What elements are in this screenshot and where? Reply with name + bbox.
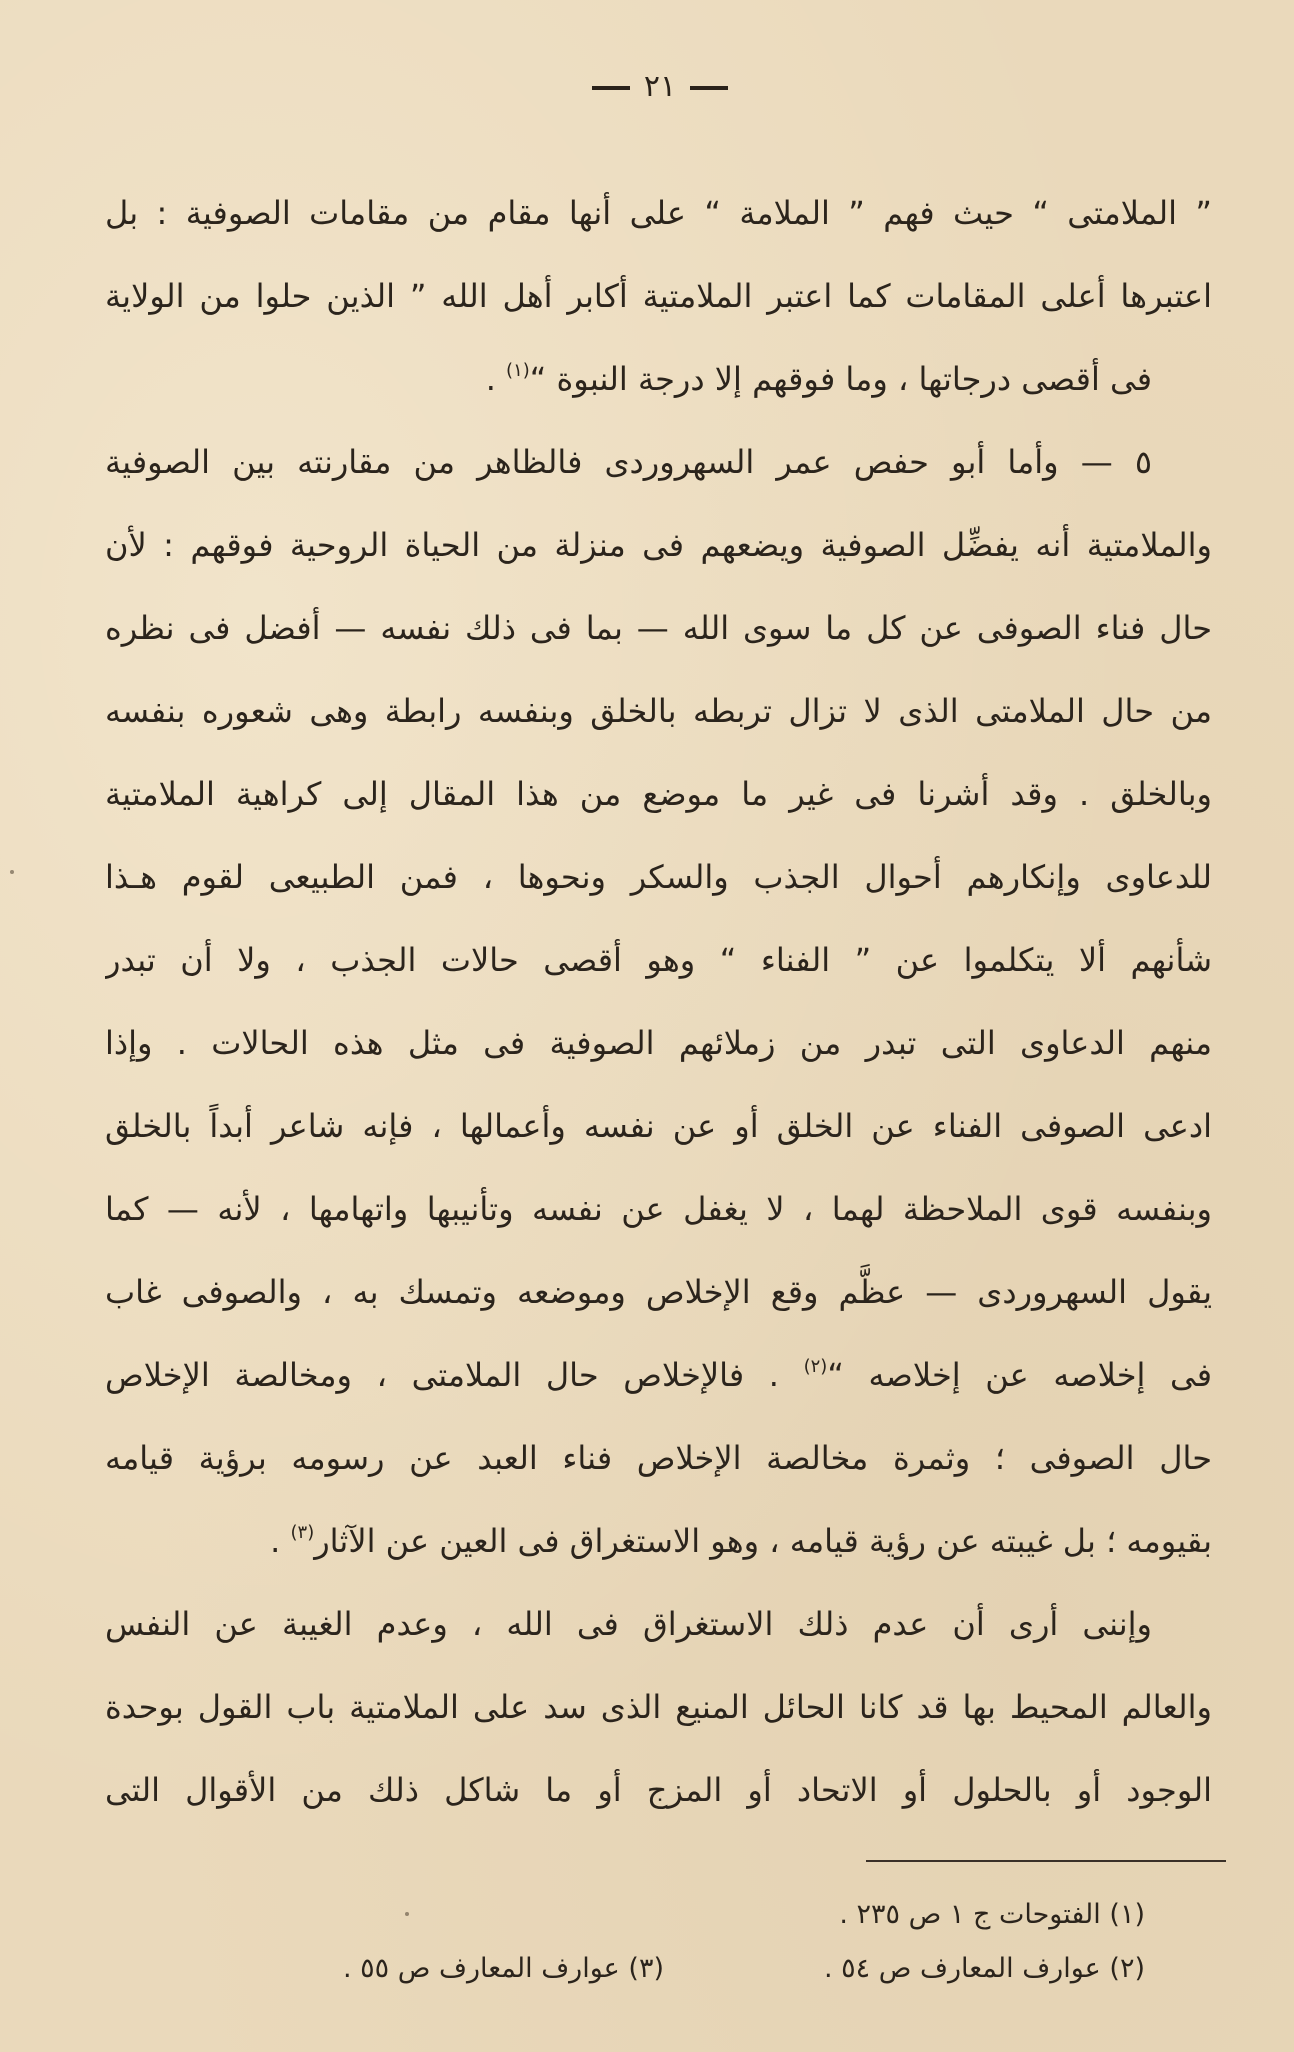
line-text: حال الصوفى ؛ وثمرة مخالصة الإخلاص فناء العبد عن رسومه برؤية قيامه bbox=[105, 1439, 1212, 1477]
line-text: يقول السهروردى — عظَّم وقع الإخلاص وموضعه وتمسك به ، والصوفى غاب bbox=[105, 1273, 1212, 1311]
line-text: ” الملامتى “ حيث فهم ” الملامة “ على أنها مقام من مقامات الصوفية : بل bbox=[105, 194, 1212, 232]
paragraph-start-line bbox=[105, 1583, 1212, 1666]
page-number bbox=[560, 62, 760, 112]
text-line bbox=[105, 1500, 1212, 1583]
text-line bbox=[105, 1251, 1212, 1334]
line-text: اعتبرها أعلى المقامات كما اعتبر الملامتية أكابر أهل الله ” الذين حلوا من الولاية bbox=[105, 277, 1212, 315]
text-line bbox=[105, 1168, 1212, 1251]
footnote-row bbox=[105, 1888, 1145, 1942]
text-line bbox=[105, 338, 1212, 421]
section-start-line bbox=[105, 421, 1212, 504]
footnote-2 bbox=[824, 1942, 1145, 1996]
text-line bbox=[105, 587, 1212, 670]
footnote-1 bbox=[839, 1888, 1145, 1942]
line-tail: . bbox=[485, 360, 507, 398]
line-text: بقيومه ؛ بل غيبته عن رؤية قيامه ، وهو الاستغراق فى العين عن الآثار bbox=[314, 1522, 1212, 1560]
text-line bbox=[105, 919, 1212, 1002]
text-line bbox=[105, 504, 1212, 587]
body-text bbox=[105, 172, 1212, 1832]
footnote-ref-2[interactable]: (٢) bbox=[803, 1356, 828, 1377]
text-line bbox=[105, 1334, 1212, 1417]
paper-speck bbox=[405, 1912, 409, 1916]
page-number-value: ٢١ bbox=[643, 69, 677, 104]
line-text: منهم الدعاوى التى تبدر من زملائهم الصوفية فى مثل هذه الحالات . وإذا bbox=[105, 1024, 1212, 1062]
line-text: والملامتية أنه يفضِّل الصوفية ويضعهم فى منزلة من الحياة الروحية فوقهم : لأن bbox=[105, 526, 1212, 564]
line-text: للدعاوى وإنكارهم أحوال الجذب والسكر ونحوها ، فمن الطبيعى لقوم هـذا bbox=[105, 858, 1212, 896]
line-text: وبالخلق . وقد أشرنا فى غير ما موضع من هذا المقال إلى كراهية الملامتية bbox=[105, 775, 1212, 813]
line-text: وبنفسه قوى الملاحظة لهما ، لا يغفل عن نفسه وتأنيبها واتهامها ، لأنه — كما bbox=[105, 1190, 1212, 1228]
text-line bbox=[105, 1666, 1212, 1749]
line-text: وإننى أرى أن عدم ذلك الاستغراق فى الله ، وعدم الغيبة عن النفس bbox=[105, 1605, 1152, 1643]
text-line bbox=[105, 670, 1212, 753]
text-line bbox=[105, 1417, 1212, 1500]
footnote-3 bbox=[343, 1942, 664, 1996]
paper-speck bbox=[10, 870, 14, 874]
footnotes bbox=[105, 1888, 1145, 1996]
line-text: الوجود أو بالحلول أو الاتحاد أو المزج أو ما شاكل ذلك من الأقوال التى bbox=[105, 1771, 1212, 1809]
line-text: والعالم المحيط بها قد كانا الحائل المنيع الذى سد على الملامتية باب القول بوحدة bbox=[105, 1688, 1212, 1726]
footnote-separator bbox=[866, 1860, 1226, 1862]
footnote-ref-3[interactable]: (٣) bbox=[290, 1522, 315, 1543]
line-tail: . فالإخلاص حال الملامتى ، ومخالصة الإخلاص bbox=[105, 1356, 804, 1394]
text-line bbox=[105, 172, 1212, 255]
line-text: من حال الملامتى الذى لا تزال تربطه بالخلق وبنفسه رابطة وهى شعوره بنفسه bbox=[105, 692, 1212, 730]
text-line bbox=[105, 1085, 1212, 1168]
text-line bbox=[105, 836, 1212, 919]
line-text: فى إخلاصه عن إخلاصه “ bbox=[827, 1356, 1212, 1394]
line-text: ٥ — وأما أبو حفص عمر السهروردى فالظاهر من مقارنته بين الصوفية bbox=[105, 443, 1152, 481]
page-number-dash-left bbox=[592, 86, 630, 90]
line-tail: . bbox=[270, 1522, 291, 1560]
page-number-dash-right bbox=[690, 86, 728, 90]
footnote-row bbox=[105, 1942, 1145, 1996]
footnote-marker: (٢) bbox=[1109, 1953, 1145, 1984]
line-text: شأنهم ألا يتكلموا عن ” الفناء “ وهو أقصى حالات الجذب ، ولا أن تبدر bbox=[105, 941, 1212, 979]
line-text: فى أقصى درجاتها ، وما فوقهم إلا درجة النبوة “ bbox=[529, 360, 1152, 398]
text-line bbox=[105, 1749, 1212, 1832]
footnote-marker: (١) bbox=[1109, 1899, 1145, 1930]
footnote-ref-1[interactable]: (١) bbox=[506, 360, 530, 381]
line-text: حال فناء الصوفى عن كل ما سوى الله — بما فى ذلك نفسه — أفضل فى نظره bbox=[105, 609, 1212, 647]
text-line bbox=[105, 255, 1212, 338]
line-text: ادعى الصوفى الفناء عن الخلق أو عن نفسه وأعمالها ، فإنه شاعر أبداً بالخلق bbox=[105, 1107, 1212, 1145]
footnote-marker: (٣) bbox=[628, 1953, 664, 1984]
text-line bbox=[105, 753, 1212, 836]
footnote-text: الفتوحات ج ١ ص ٢٣٥ . bbox=[839, 1899, 1101, 1930]
footnote-text: عوارف المعارف ص ٥٥ . bbox=[343, 1953, 620, 1984]
footnote-text: عوارف المعارف ص ٥٤ . bbox=[824, 1953, 1101, 1984]
text-line bbox=[105, 1002, 1212, 1085]
